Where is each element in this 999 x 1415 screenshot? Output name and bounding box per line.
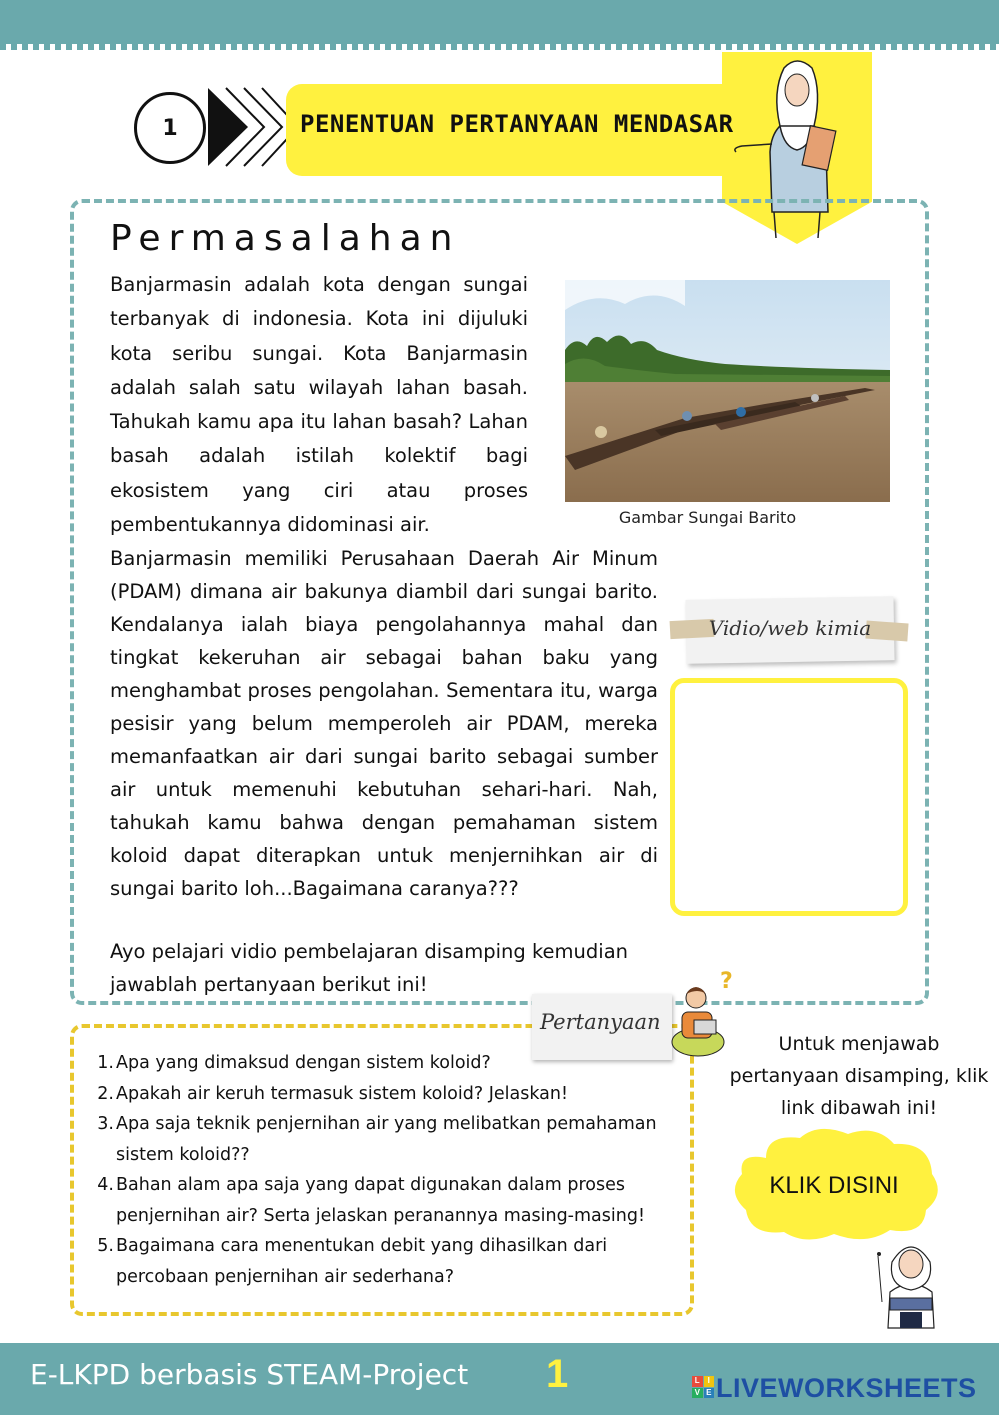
logo-letter: L <box>692 1376 703 1387</box>
video-embed-box[interactable] <box>670 678 908 916</box>
logo-letter: E <box>704 1388 715 1399</box>
question-item <box>92 1079 682 1110</box>
barito-river-photo <box>565 280 890 502</box>
question-text: Apa yang dimaksud dengan sistem koloid? <box>116 1053 491 1073</box>
question-text: Apakah air keruh termasuk sistem koloid? Jelaskan! <box>116 1083 568 1104</box>
step-number-badge: 1 <box>134 92 206 164</box>
question-item <box>92 1109 682 1170</box>
question-number: 1. <box>97 1053 114 1073</box>
question-text: Bagaimana cara menentukan debit yang dihasilkan dari percobaan penjernihan air sederhana? <box>116 1236 608 1287</box>
question-number: 2. <box>97 1083 114 1104</box>
answer-instruction: Untuk menjawab pertanyaan disamping, klik link dibawah ini! <box>729 1033 989 1119</box>
top-banner <box>0 0 999 44</box>
question-text: Apa saja teknik penjernihan air yang melibatkan pemahaman sistem koloid?? <box>116 1114 657 1165</box>
question-number: 3. <box>97 1114 114 1134</box>
student-reading-illustration <box>876 1232 946 1332</box>
logo-letter: V <box>692 1388 703 1399</box>
problem-paragraph-1: Banjarmasin adalah kota dengan sungai terbanyak di indonesia. Kota ini dijuluki kota seribu sungai. Kota Banjarmasin adalah salah satu wilayah lahan basah. Tahukah kamu apa itu lahan basah? Lahan basah adalah istilah kolektif bagi ekosistem yang ciri atau proses pembentukannya didominasi air. <box>110 273 528 537</box>
problem-paragraph-3: Ayo pelajari vidio pembelajaran disamping kemudian jawablah pertanyaan berikut ini! <box>110 940 628 996</box>
logo-letter: I <box>704 1376 715 1387</box>
question-item <box>92 1048 682 1079</box>
top-dashed-border <box>0 44 999 50</box>
image-caption: Gambar Sungai Barito <box>618 508 797 527</box>
liveworksheets-logo-icon <box>692 1376 714 1398</box>
liveworksheets-brand[interactable]: LIVEWORKSHEETS <box>716 1373 977 1403</box>
media-label: Vidio/web kimia <box>708 616 872 640</box>
problem-paragraph-2: Banjarmasin memiliki Perusahaan Daerah Air Minum (PDAM) dimana air bakunya diambil dari sungai barito. Kendalanya ialah biaya pengolahannya mahal dan tingkat kekeruhan air sebagai bahan baku yang menghambat proses pengolahan. Sementara itu, warga pesisir yang belum memperoleh air PDAM, mereka memanfaatkan air dari sungai barito sebagai sumber air untuk memenuhi kebutuhan sehari-hari. Nah, tahukah kamu bahwa dengan pemahaman sistem koloid dapat diterapkan untuk menjernihkan air di sungai barito loh...Bagaimana caranya??? <box>110 547 658 900</box>
question-number: 5. <box>97 1236 114 1256</box>
questions-list <box>92 1048 682 1292</box>
footer-title: E-LKPD berbasis STEAM-Project <box>30 1358 469 1391</box>
questions-tag: Pertanyaan <box>540 1010 661 1034</box>
svg-text:?: ? <box>720 969 733 994</box>
question-item <box>92 1170 682 1231</box>
section-title: PENENTUAN PERTANYAAN MENDASAR <box>300 110 734 138</box>
klik-disini-button[interactable]: KLIK DISINI <box>769 1172 899 1199</box>
page-number: 1 <box>546 1352 569 1396</box>
question-item <box>92 1231 682 1292</box>
problem-heading: Permasalahan <box>110 218 461 259</box>
question-number: 4. <box>97 1175 114 1195</box>
media-label-note <box>670 598 910 666</box>
question-text: Bahan alam apa saja yang dapat digunakan dalam proses penjernihan air? Serta jelaskan peranannya masing-masing! <box>116 1175 645 1226</box>
